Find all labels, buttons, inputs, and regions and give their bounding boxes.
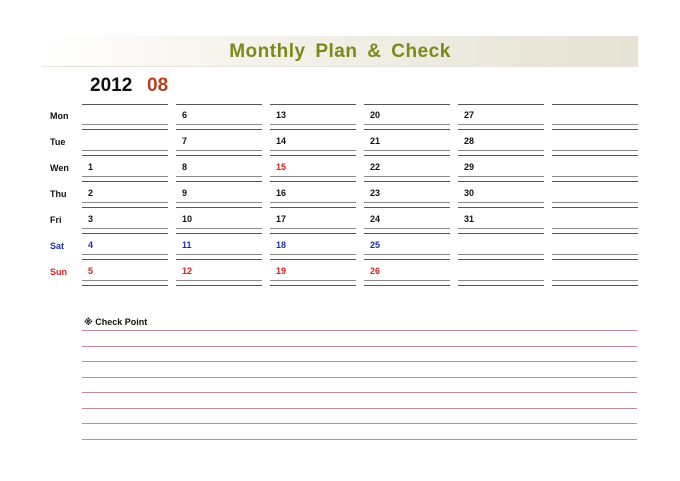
- cell-rule-thin: [458, 228, 544, 229]
- day-label-sat: Sat: [50, 241, 65, 251]
- cell-rule-thin: [270, 150, 356, 151]
- day-number: 14: [276, 136, 287, 146]
- check-point-line[interactable]: [82, 439, 637, 440]
- cell-rule-thin: [176, 254, 262, 255]
- cell-rule-thin: [82, 228, 168, 229]
- calendar-day-cell[interactable]: [364, 182, 450, 208]
- day-number: 28: [464, 136, 475, 146]
- calendar-day-cell[interactable]: [458, 182, 544, 208]
- calendar-day-cell[interactable]: [270, 182, 356, 208]
- calendar-day-cell[interactable]: [552, 104, 638, 130]
- cell-rule-thin: [458, 176, 544, 177]
- cell-rule-thin: [176, 176, 262, 177]
- cell-rule-thin: [270, 228, 356, 229]
- calendar-day-cell[interactable]: [552, 182, 638, 208]
- cell-rule-thin: [364, 228, 450, 229]
- cell-rule-thin: [176, 280, 262, 281]
- calendar-day-cell[interactable]: [552, 156, 638, 182]
- day-number: 7: [182, 136, 188, 146]
- calendar-day-cell[interactable]: [364, 104, 450, 130]
- calendar-day-cell[interactable]: [176, 182, 262, 208]
- calendar-day-cell[interactable]: [82, 104, 168, 130]
- cell-rule-thin: [176, 150, 262, 151]
- cell-rule-thin: [458, 124, 544, 125]
- day-label-mon: Mon: [50, 111, 69, 121]
- day-number: 13: [276, 110, 287, 120]
- cell-rule-thin: [82, 280, 168, 281]
- calendar-day-cell[interactable]: [176, 260, 262, 286]
- day-number: 24: [370, 214, 381, 224]
- day-number: 25: [370, 240, 381, 250]
- day-number: 2: [88, 188, 94, 198]
- calendar-day-cell[interactable]: [552, 234, 638, 260]
- cell-rule-thin: [82, 254, 168, 255]
- cell-rule-thin: [552, 228, 638, 229]
- cell-rule-thin: [82, 176, 168, 177]
- day-label-thu: Thu: [50, 189, 67, 199]
- day-number: 16: [276, 188, 287, 198]
- day-number: 27: [464, 110, 475, 120]
- year-label: 2012: [90, 75, 133, 96]
- calendar-day-cell[interactable]: [458, 260, 544, 286]
- day-number: 18: [276, 240, 287, 250]
- calendar-day-cell[interactable]: [364, 260, 450, 286]
- title-bar: [42, 36, 638, 67]
- cell-rule-thin: [364, 124, 450, 125]
- calendar-day-cell[interactable]: [364, 234, 450, 260]
- cell-rule-thin: [82, 150, 168, 151]
- day-number: 5: [88, 266, 94, 276]
- day-number: 29: [464, 162, 475, 172]
- check-point-line[interactable]: [82, 408, 637, 409]
- calendar-day-cell[interactable]: [552, 260, 638, 286]
- check-point-line[interactable]: [82, 377, 637, 378]
- cell-rule-thin: [458, 280, 544, 281]
- calendar-day-cell[interactable]: [176, 104, 262, 130]
- day-number: 11: [182, 240, 192, 250]
- calendar-day-cell[interactable]: [458, 156, 544, 182]
- day-number: 6: [182, 110, 188, 120]
- day-number: 31: [464, 214, 475, 224]
- day-number: 17: [276, 214, 287, 224]
- cell-rule-thin: [458, 150, 544, 151]
- check-point-line[interactable]: [82, 346, 637, 347]
- cell-rule-thin: [552, 254, 638, 255]
- calendar-day-cell[interactable]: [458, 104, 544, 130]
- check-point-title: ※ Check Point: [84, 317, 148, 327]
- day-number: 1: [88, 162, 94, 172]
- calendar-day-cell[interactable]: [82, 208, 168, 234]
- calendar-day-cell[interactable]: [364, 130, 450, 156]
- calendar-day-cell[interactable]: [458, 130, 544, 156]
- cell-rule-thin: [82, 202, 168, 203]
- calendar-day-cell[interactable]: [82, 130, 168, 156]
- cell-rule: [458, 285, 544, 286]
- cell-rule-thin: [552, 280, 638, 281]
- calendar-day-cell[interactable]: [176, 130, 262, 156]
- day-label-sun: Sun: [50, 267, 67, 277]
- cell-rule: [82, 285, 168, 286]
- day-number: 10: [182, 214, 193, 224]
- day-number: 8: [182, 162, 188, 172]
- day-number: 23: [370, 188, 381, 198]
- check-point-line[interactable]: [82, 361, 637, 362]
- day-label-fri: Fri: [50, 215, 62, 225]
- calendar-day-cell[interactable]: [458, 208, 544, 234]
- calendar-day-cell[interactable]: [176, 234, 262, 260]
- calendar-day-cell[interactable]: [270, 104, 356, 130]
- day-label-tue: Tue: [50, 137, 66, 147]
- cell-rule-thin: [552, 124, 638, 125]
- day-number: 12: [182, 266, 193, 276]
- cell-rule-thin: [364, 202, 450, 203]
- cell-rule-thin: [82, 124, 168, 125]
- cell-rule: [552, 285, 638, 286]
- cell-rule-thin: [270, 176, 356, 177]
- cell-rule-thin: [552, 202, 638, 203]
- calendar-day-cell[interactable]: [82, 234, 168, 260]
- cell-rule-thin: [458, 254, 544, 255]
- cell-rule: [270, 285, 356, 286]
- page-title: Monthly Plan & Check: [229, 41, 451, 62]
- day-number: 21: [370, 136, 381, 146]
- cell-rule-thin: [176, 124, 262, 125]
- check-point-line[interactable]: [82, 330, 637, 331]
- cell-rule-thin: [552, 150, 638, 151]
- calendar-day-cell[interactable]: [82, 260, 168, 286]
- calendar-day-cell[interactable]: [270, 260, 356, 286]
- cell-rule-thin: [364, 150, 450, 151]
- calendar-day-cell[interactable]: [176, 208, 262, 234]
- day-number: 15: [276, 162, 287, 172]
- cell-rule-thin: [270, 202, 356, 203]
- cell-rule: [364, 285, 450, 286]
- month-label: 08: [147, 75, 169, 96]
- day-number: 20: [370, 110, 381, 120]
- cell-rule-thin: [364, 280, 450, 281]
- cell-rule-thin: [176, 228, 262, 229]
- check-point-line[interactable]: [82, 423, 637, 424]
- day-number: 3: [88, 214, 94, 224]
- cell-rule-thin: [176, 202, 262, 203]
- cell-rule-thin: [364, 254, 450, 255]
- cell-rule: [176, 285, 262, 286]
- day-number: 9: [182, 188, 188, 198]
- cell-rule-thin: [458, 202, 544, 203]
- calendar-day-cell[interactable]: [364, 208, 450, 234]
- calendar-day-cell[interactable]: [364, 156, 450, 182]
- day-number: 19: [276, 266, 287, 276]
- check-point-line[interactable]: [82, 392, 637, 393]
- calendar-day-cell[interactable]: [270, 130, 356, 156]
- cell-rule-thin: [364, 176, 450, 177]
- calendar-day-cell[interactable]: [270, 234, 356, 260]
- calendar-day-cell[interactable]: [270, 208, 356, 234]
- calendar-day-cell[interactable]: [458, 234, 544, 260]
- cell-rule-thin: [270, 280, 356, 281]
- calendar-day-cell[interactable]: [176, 156, 262, 182]
- calendar-day-cell[interactable]: [270, 156, 356, 182]
- calendar-day-cell[interactable]: [552, 208, 638, 234]
- calendar-day-cell[interactable]: [82, 182, 168, 208]
- day-number: 4: [88, 240, 94, 250]
- cell-rule-thin: [270, 124, 356, 125]
- day-number: 26: [370, 266, 381, 276]
- calendar-day-cell[interactable]: [82, 156, 168, 182]
- cell-rule-thin: [270, 254, 356, 255]
- calendar-day-cell[interactable]: [552, 130, 638, 156]
- cell-rule-thin: [552, 176, 638, 177]
- day-label-wen: Wen: [50, 163, 69, 173]
- day-number: 22: [370, 162, 381, 172]
- day-number: 30: [464, 188, 475, 198]
